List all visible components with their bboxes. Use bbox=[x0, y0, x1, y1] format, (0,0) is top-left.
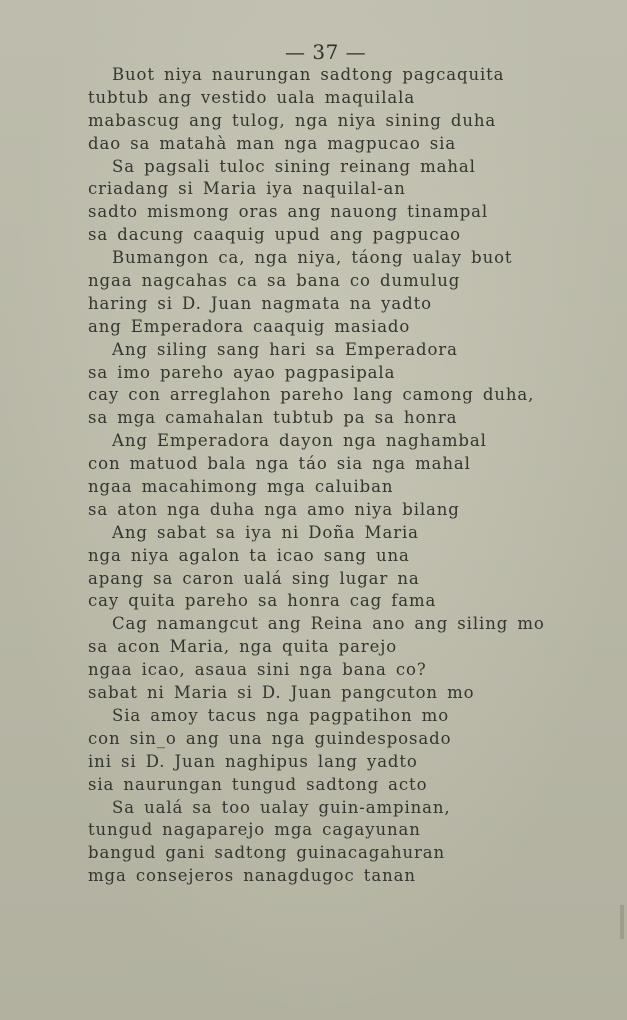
text-line: sia naurungan tungud sadtong acto bbox=[88, 774, 428, 794]
text-line: ini si D. Juan naghipus lang yadto bbox=[88, 751, 418, 771]
text-line: Sia amoy tacus nga pagpatihon mo bbox=[112, 705, 450, 725]
text-line: ang Emperadora caaquig masiado bbox=[88, 316, 411, 336]
text-line: sa dacung caaquig upud ang pagpucao bbox=[88, 225, 461, 245]
text-line: Ang siling sang hari sa Emperadora bbox=[112, 339, 458, 359]
text-line: ngaa icao, asaua sini nga bana co? bbox=[88, 660, 427, 680]
text-line: con sin_o ang una nga guindesposado bbox=[88, 728, 452, 748]
text-line: sa mga camahalan tubtub pa sa honra bbox=[88, 408, 458, 428]
text-line: cay quita pareho sa honra cag fama bbox=[88, 591, 437, 611]
page-number: — 37 — bbox=[285, 40, 367, 64]
text-line: tungud nagaparejo mga cagayunan bbox=[88, 820, 421, 840]
text-line: sabat ni Maria si D. Juan pangcuton mo bbox=[88, 683, 475, 703]
text-line: ngaa nagcahas ca sa bana co dumulug bbox=[88, 271, 461, 291]
text-line: mga consejeros nanagdugoc tanan bbox=[88, 866, 416, 886]
poem-text-block bbox=[88, 64, 568, 888]
text-line: Sa pagsali tuloc sining reinang mahal bbox=[112, 156, 476, 176]
text-line: con matuod bala nga táo sia nga mahal bbox=[88, 454, 471, 474]
text-line: sadto mismong oras ang nauong tinampal bbox=[88, 202, 489, 222]
text-line: apang sa caron ualá sing lugar na bbox=[88, 568, 420, 588]
text-line: sa acon Maria, nga quita parejo bbox=[88, 637, 398, 657]
text-line: tubtub ang vestido uala maquilala bbox=[88, 87, 416, 107]
page-edge-mark bbox=[620, 905, 624, 939]
text-line: sa imo pareho ayao pagpasipala bbox=[88, 362, 396, 382]
text-line: Buot niya naurungan sadtong pagcaquita bbox=[112, 65, 505, 84]
text-line: Ang sabat sa iya ni Doña Maria bbox=[112, 522, 419, 542]
text-line: cay con arreglahon pareho lang camong duha, bbox=[88, 385, 535, 405]
text-line: mabascug ang tulog, nga niya sining duha bbox=[88, 110, 497, 130]
text-line: haring si D. Juan nagmata na yadto bbox=[88, 293, 432, 313]
text-line: dao sa matahà man nga magpucao sia bbox=[88, 133, 457, 153]
text-line: bangud gani sadtong guinacagahuran bbox=[88, 843, 446, 863]
text-line: Cag namangcut ang Reina ano ang siling mo bbox=[112, 614, 545, 634]
text-line: Ang Emperadora dayon nga naghambal bbox=[112, 431, 487, 451]
text-line: sa aton nga duha nga amo niya bilang bbox=[88, 499, 460, 519]
text-line: criadang si Maria iya naquilal-an bbox=[88, 179, 406, 199]
text-line: Bumangon ca, nga niya, táong ualay buot bbox=[112, 248, 513, 268]
text-line: nga niya agalon ta icao sang una bbox=[88, 545, 410, 565]
text-line: Sa ualá sa too ualay guin-ampinan, bbox=[112, 797, 451, 817]
text-line: ngaa macahimong mga caluiban bbox=[88, 477, 394, 497]
